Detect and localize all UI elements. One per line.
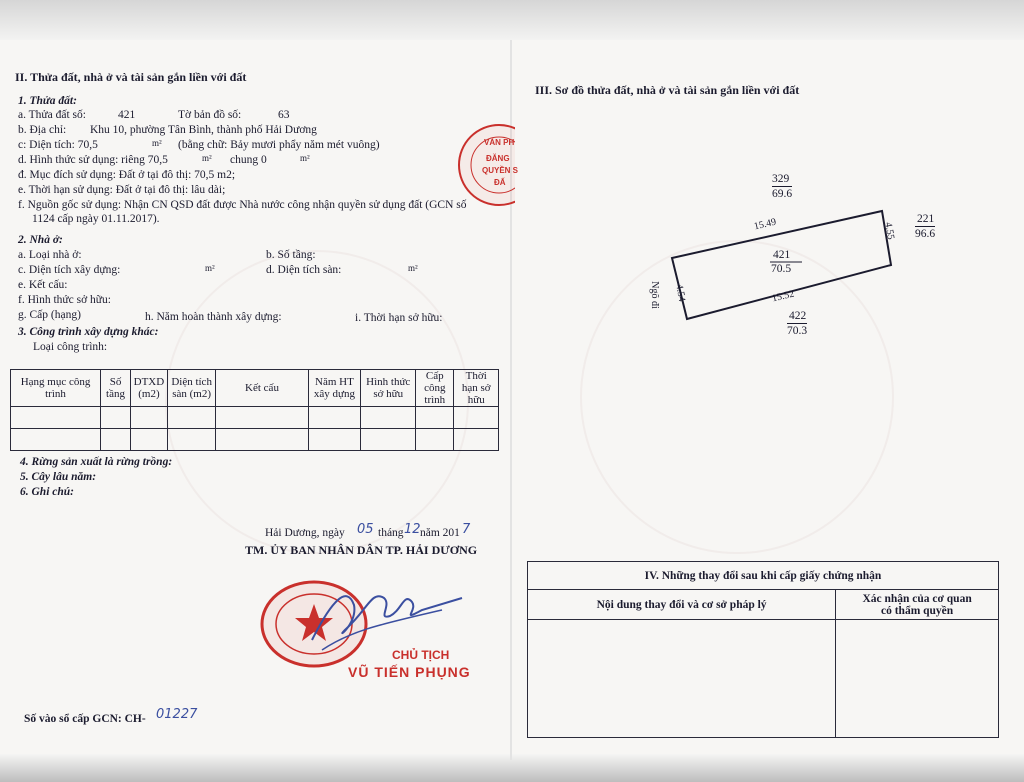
col-structure: Kết cấu bbox=[216, 370, 308, 407]
address-label: b. Địa chỉ: bbox=[18, 124, 67, 136]
other-works-table bbox=[10, 369, 499, 451]
origin-line-2: 1124 cấp ngày 01.11.2017). bbox=[32, 213, 160, 225]
sign-month-label: tháng bbox=[378, 527, 404, 539]
neighbor-north-plot: 329 bbox=[772, 173, 790, 185]
scan-edge-top bbox=[0, 0, 1024, 40]
other-works-heading: 3. Công trình xây dựng khác: bbox=[18, 326, 159, 338]
sign-year: 7 bbox=[462, 522, 471, 537]
house-grade: g. Cấp (hạng) bbox=[18, 309, 81, 321]
col-floors: Số tầng bbox=[101, 370, 131, 407]
area-label: c: Diện tích: 70,5 bbox=[18, 139, 98, 151]
usage-common-unit: m² bbox=[300, 153, 310, 163]
other-works-type: Loại công trình: bbox=[33, 341, 108, 353]
sign-month: 12 bbox=[404, 522, 421, 537]
stamp-line-4: ĐẤ bbox=[494, 178, 506, 187]
col-built-area: DTXD (m2) bbox=[131, 370, 168, 407]
neighbor-south-area: 70.3 bbox=[787, 325, 808, 337]
registration-label: Số vào sổ cấp GCN: CH- bbox=[24, 713, 146, 725]
plot-number-label: a. Thửa đất số: bbox=[18, 109, 86, 121]
stamp-line-3: QUYỀN S bbox=[482, 166, 519, 175]
stamp-line-2: ĐĂNG bbox=[486, 154, 510, 163]
col-floor-area: Diện tích sàn (m2) bbox=[167, 370, 216, 407]
col-ownership: Hình thức sở hữu bbox=[361, 370, 416, 407]
signer-name: VŨ TIẾN PHỤNG bbox=[348, 664, 471, 680]
plot-center-number: 421 bbox=[773, 249, 791, 261]
usage-term: e. Thời hạn sử dụng: Đất ở tại đô thị: lâu dài; bbox=[18, 184, 226, 196]
usage-form: d. Hình thức sử dụng: riêng 70,5 bbox=[18, 154, 168, 166]
section-2-title: II. Thửa đất, nhà ở và tài sản gắn liền với đất bbox=[15, 70, 247, 84]
forest-heading: 4. Rừng sản xuất là rừng trồng: bbox=[20, 456, 173, 468]
sign-year-label: năm 201 bbox=[420, 527, 460, 539]
map-sheet-label: Tờ bản đồ số: bbox=[178, 109, 242, 121]
usage-common: chung 0 bbox=[230, 154, 267, 166]
note-heading: 6. Ghi chú: bbox=[20, 486, 74, 498]
col-authority-confirmation bbox=[836, 590, 999, 620]
plot-center-area: 70.5 bbox=[771, 263, 792, 275]
changes-table bbox=[527, 561, 999, 738]
col-grade: Cấp công trình bbox=[416, 370, 454, 407]
authority-name: TM. ỦY BAN NHÂN DÂN TP. HẢI DƯƠNG bbox=[245, 543, 478, 557]
col-authority-confirmation-line-1: Xác nhận của cơ quan bbox=[862, 592, 972, 605]
sign-day: 05 bbox=[357, 522, 374, 537]
col-change-content: Nội dung thay đổi và cơ sở pháp lý bbox=[528, 590, 836, 620]
signer-title: CHỦ TỊCH bbox=[392, 648, 450, 662]
section-4-title: IV. Những thay đổi sau khi cấp giấy chứng nhận bbox=[528, 562, 999, 590]
registration-number: 01227 bbox=[156, 707, 198, 722]
neighbor-north-area: 69.6 bbox=[772, 188, 793, 200]
edge-length-right: 4.55 bbox=[882, 221, 897, 241]
plot-number: 421 bbox=[118, 109, 136, 121]
built-area: c. Diện tích xây dựng: bbox=[18, 264, 121, 276]
usage-purpose: đ. Mục đích sử dụng: Đất ở tại đô thị: 70,5 m2; bbox=[18, 169, 236, 181]
floor-area-unit: m² bbox=[408, 263, 418, 273]
house-type: a. Loại nhà ở: bbox=[18, 249, 82, 261]
table-row bbox=[528, 620, 999, 738]
house-structure: e. Kết cấu: bbox=[18, 279, 68, 291]
ownership-form: f. Hình thức sở hữu: bbox=[18, 294, 111, 306]
perennial-heading: 5. Cây lâu năm: bbox=[20, 471, 97, 483]
land-heading: 1. Thửa đất: bbox=[18, 95, 77, 107]
scan-edge-bottom bbox=[0, 754, 1024, 782]
sign-place: Hải Dương, ngày bbox=[265, 527, 345, 539]
map-sheet-number: 63 bbox=[278, 109, 290, 121]
section-3-title: III. Sơ đồ thửa đất, nhà ở và tài sản gắn liền với đất bbox=[535, 83, 800, 97]
table-row bbox=[11, 407, 499, 429]
area-in-words: (bằng chữ: Bảy mươi phẩy năm mét vuông) bbox=[178, 139, 380, 151]
edge-length-left: 4.54 bbox=[673, 283, 688, 303]
neighbor-south-plot: 422 bbox=[789, 310, 807, 322]
stamp-line-1: VĂN PH bbox=[484, 138, 515, 147]
floor-area: d. Diện tích sàn: bbox=[266, 264, 342, 276]
house-floors: b. Số tầng: bbox=[266, 249, 316, 261]
col-authority-confirmation-line-2: có thẩm quyền bbox=[880, 604, 954, 617]
lane-label: Ngõ đi bbox=[648, 281, 660, 309]
area-unit: m² bbox=[152, 138, 162, 148]
built-area-unit: m² bbox=[205, 263, 215, 273]
table-row bbox=[11, 429, 499, 451]
edge-length-top: 15.49 bbox=[752, 216, 778, 233]
ownership-term: i. Thời hạn sở hữu: bbox=[355, 312, 443, 324]
edge-length-bottom: 15.52 bbox=[770, 288, 796, 305]
house-heading: 2. Nhà ở: bbox=[18, 234, 63, 246]
usage-form-unit: m² bbox=[202, 153, 212, 163]
registration-office-stamp bbox=[455, 122, 515, 208]
neighbor-east-area: 96.6 bbox=[915, 228, 936, 240]
col-term: Thời hạn sở hữu bbox=[454, 370, 499, 407]
completion-year: h. Năm hoàn thành xây dựng: bbox=[145, 311, 282, 323]
col-year: Năm HT xây dựng bbox=[308, 370, 361, 407]
col-item: Hạng mục công trình bbox=[11, 370, 101, 407]
neighbor-east-plot: 221 bbox=[917, 213, 935, 225]
origin-line-1: f. Nguồn gốc sử dụng: Nhận CN QSD đất được Nhà nước công nhận quyền sử dụng đất (GCN số bbox=[18, 199, 467, 211]
address-value: Khu 10, phường Tân Bình, thành phố Hải Dương bbox=[90, 124, 317, 136]
